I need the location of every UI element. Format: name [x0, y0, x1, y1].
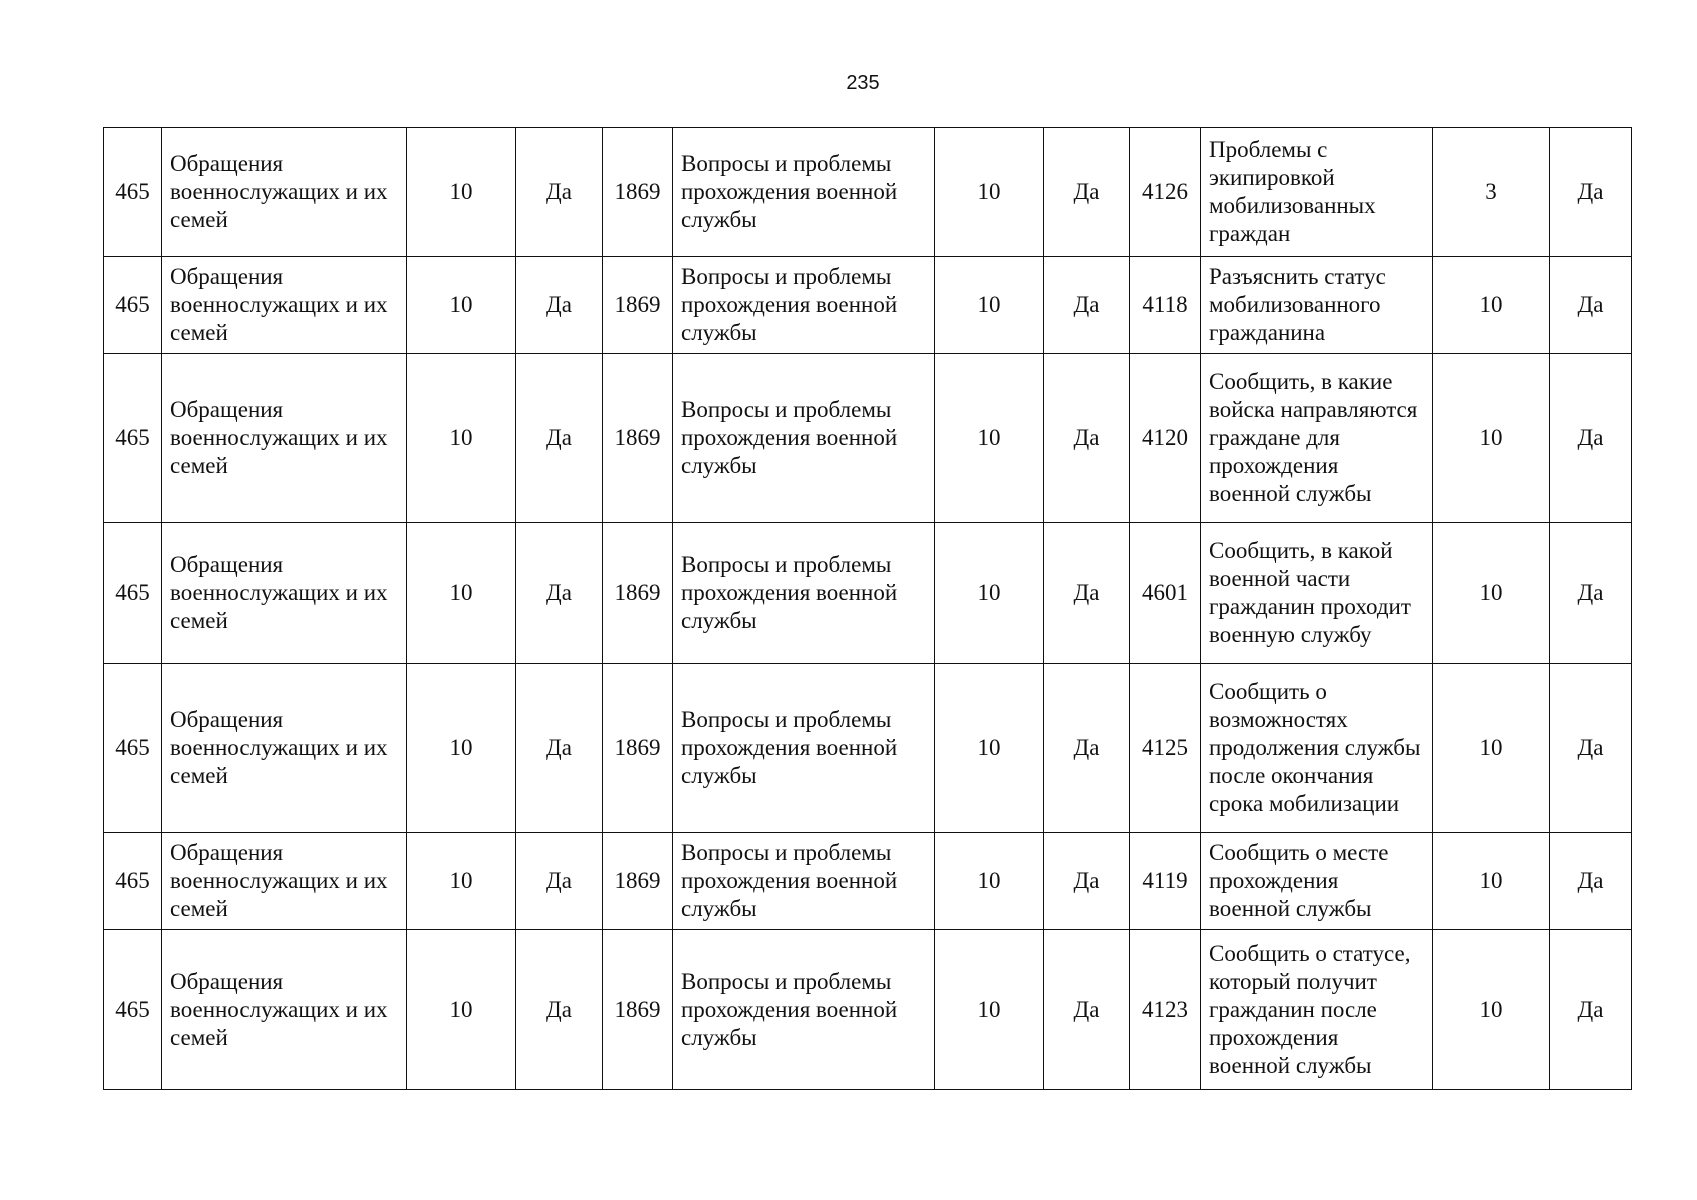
question-cell: Сообщить о статусе, который получит гражданин после прохождения военной службы [1201, 930, 1433, 1090]
topic-code-cell: 1869 [603, 128, 673, 257]
topic-cell: Вопросы и проблемы прохождения военной службы [673, 664, 935, 833]
category-cell: Обращения военнослужащих и их семей [162, 930, 407, 1090]
topic-value-cell: 10 [935, 833, 1044, 930]
topic-code-cell: 1869 [603, 523, 673, 664]
category-code-cell: 10 [407, 354, 516, 523]
category-code-cell: 10 [407, 833, 516, 930]
question-flag-cell: Да [1550, 257, 1632, 354]
category-cell: Обращения военнослужащих и их семей [162, 833, 407, 930]
topic-flag-cell: Да [1044, 523, 1130, 664]
table-row [104, 930, 1632, 1090]
category-cell: Обращения военнослужащих и их семей [162, 354, 407, 523]
question-flag-cell: Да [1550, 833, 1632, 930]
question-code-cell: 4123 [1130, 930, 1201, 1090]
question-value-cell: 10 [1433, 354, 1550, 523]
question-cell: Сообщить, в какой военной части гражданин проходит военную службу [1201, 523, 1433, 664]
table-row [104, 354, 1632, 523]
topic-value-cell: 10 [935, 354, 1044, 523]
question-flag-cell: Да [1550, 128, 1632, 257]
category-cell: Обращения военнослужащих и их семей [162, 128, 407, 257]
category-cell: Обращения военнослужащих и их семей [162, 523, 407, 664]
topic-value-cell: 10 [935, 664, 1044, 833]
topic-flag-cell: Да [1044, 833, 1130, 930]
code-cell: 465 [104, 354, 162, 523]
question-value-cell: 10 [1433, 930, 1550, 1090]
category-code-cell: 10 [407, 930, 516, 1090]
topic-cell: Вопросы и проблемы прохождения военной службы [673, 930, 935, 1090]
table-row [104, 833, 1632, 930]
category-flag-cell: Да [516, 354, 603, 523]
topic-cell: Вопросы и проблемы прохождения военной службы [673, 128, 935, 257]
question-code-cell: 4119 [1130, 833, 1201, 930]
topic-value-cell: 10 [935, 930, 1044, 1090]
question-value-cell: 10 [1433, 523, 1550, 664]
table-row [104, 128, 1632, 257]
topic-code-cell: 1869 [603, 664, 673, 833]
code-cell: 465 [104, 930, 162, 1090]
question-code-cell: 4118 [1130, 257, 1201, 354]
topic-cell: Вопросы и проблемы прохождения военной службы [673, 833, 935, 930]
table-row [104, 664, 1632, 833]
topic-cell: Вопросы и проблемы прохождения военной службы [673, 354, 935, 523]
question-cell: Сообщить, в какие войска направляются граждане для прохождения военной службы [1201, 354, 1433, 523]
topic-value-cell: 10 [935, 523, 1044, 664]
topic-code-cell: 1869 [603, 833, 673, 930]
topic-cell: Вопросы и проблемы прохождения военной службы [673, 523, 935, 664]
question-flag-cell: Да [1550, 664, 1632, 833]
question-flag-cell: Да [1550, 930, 1632, 1090]
topic-code-cell: 1869 [603, 930, 673, 1090]
code-cell: 465 [104, 128, 162, 257]
question-code-cell: 4125 [1130, 664, 1201, 833]
category-cell: Обращения военнослужащих и их семей [162, 664, 407, 833]
topic-cell: Вопросы и проблемы прохождения военной службы [673, 257, 935, 354]
topic-flag-cell: Да [1044, 257, 1130, 354]
data-table [103, 127, 1632, 1090]
code-cell: 465 [104, 833, 162, 930]
question-value-cell: 10 [1433, 257, 1550, 354]
code-cell: 465 [104, 257, 162, 354]
category-flag-cell: Да [516, 664, 603, 833]
question-cell: Разъяснить статус мобилизованного гражданина [1201, 257, 1433, 354]
category-flag-cell: Да [516, 523, 603, 664]
code-cell: 465 [104, 664, 162, 833]
question-value-cell: 3 [1433, 128, 1550, 257]
category-code-cell: 10 [407, 257, 516, 354]
question-cell: Сообщить о возможностях продолжения службы после окончания срока мобилизации [1201, 664, 1433, 833]
table-row [104, 523, 1632, 664]
question-cell: Сообщить о месте прохождения военной службы [1201, 833, 1433, 930]
topic-flag-cell: Да [1044, 664, 1130, 833]
question-code-cell: 4126 [1130, 128, 1201, 257]
category-flag-cell: Да [516, 257, 603, 354]
topic-code-cell: 1869 [603, 257, 673, 354]
question-code-cell: 4120 [1130, 354, 1201, 523]
code-cell: 465 [104, 523, 162, 664]
category-code-cell: 10 [407, 523, 516, 664]
category-code-cell: 10 [407, 128, 516, 257]
question-flag-cell: Да [1550, 354, 1632, 523]
topic-value-cell: 10 [935, 128, 1044, 257]
topic-code-cell: 1869 [603, 354, 673, 523]
category-cell: Обращения военнослужащих и их семей [162, 257, 407, 354]
topic-flag-cell: Да [1044, 354, 1130, 523]
category-flag-cell: Да [516, 833, 603, 930]
question-value-cell: 10 [1433, 833, 1550, 930]
topic-value-cell: 10 [935, 257, 1044, 354]
category-flag-cell: Да [516, 930, 603, 1090]
table-row [104, 257, 1632, 354]
category-flag-cell: Да [516, 128, 603, 257]
topic-flag-cell: Да [1044, 128, 1130, 257]
question-cell: Проблемы с экипировкой мобилизованных граждан [1201, 128, 1433, 257]
topic-flag-cell: Да [1044, 930, 1130, 1090]
question-flag-cell: Да [1550, 523, 1632, 664]
page-number: 235 [846, 72, 880, 94]
question-value-cell: 10 [1433, 664, 1550, 833]
question-code-cell: 4601 [1130, 523, 1201, 664]
category-code-cell: 10 [407, 664, 516, 833]
